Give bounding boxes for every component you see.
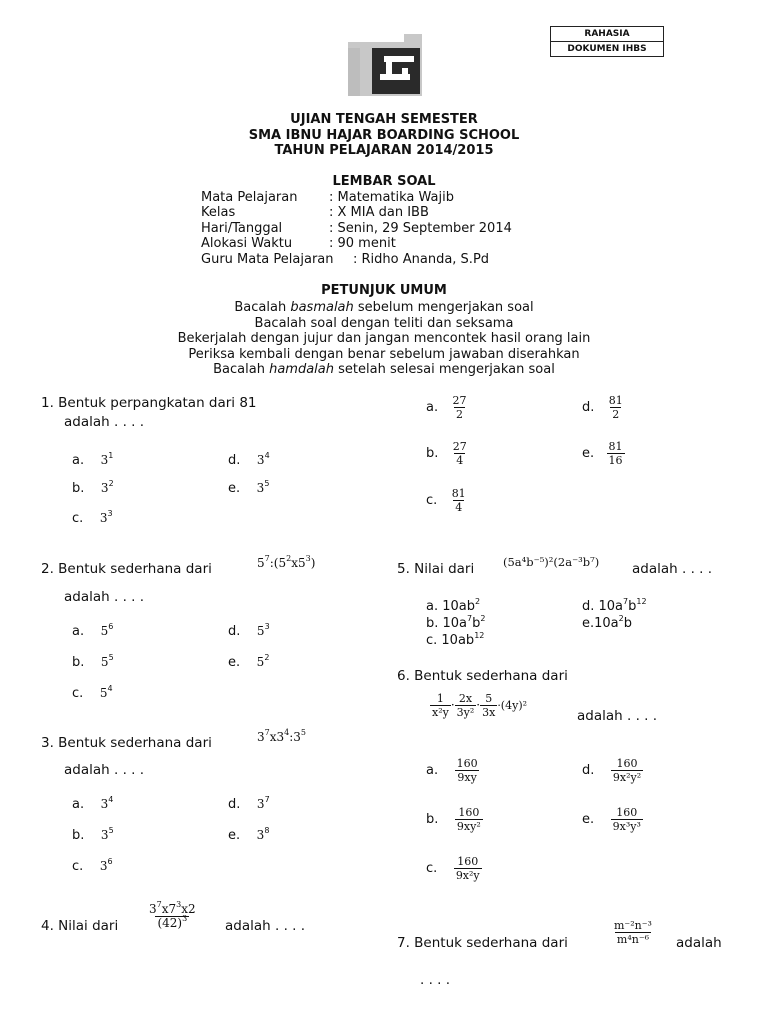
info-value: : 90 menit	[329, 236, 396, 251]
question-3-expression: $3^7x3^4:3^5$	[257, 728, 307, 744]
instruction-line: Bacalah hamdalah setelah selesai mengerjakan soal	[213, 362, 555, 377]
option-c[interactable]: c. $3^6$	[72, 857, 113, 874]
info-value: : Ridho Ananda, S.Pd	[353, 252, 490, 267]
option-d[interactable]: d. $\frac{160}{\text{9x²y²}}$	[582, 757, 642, 784]
question-5-cont: adalah . . . .	[632, 561, 713, 577]
info-label: Kelas	[201, 205, 236, 220]
question-7-expression: $\frac{\text{m⁻²n⁻³}}{\text{m⁴n⁻⁶}}$	[614, 919, 652, 946]
info-value: : X MIA dan IBB	[329, 205, 429, 220]
info-value: : Matematika Wajib	[329, 190, 454, 205]
academic-year: TAHUN PELAJARAN 2014/2015	[274, 143, 494, 158]
option-d[interactable]: d. $3^7$	[228, 795, 270, 812]
option-a[interactable]: a. $3^1$	[72, 451, 114, 468]
question-6: 6. Bentuk sederhana dari	[397, 668, 568, 684]
stamp-line-2: DOKUMEN IHBS	[551, 41, 663, 56]
option-b[interactable]: b. $5^5$	[72, 653, 114, 670]
instruction-line: Bacalah basmalah sebelum mengerjakan soal	[234, 300, 534, 315]
option-a[interactable]: a. $\frac{160}{9xy}$	[426, 757, 478, 784]
question-7-cont: adalah	[676, 935, 722, 951]
question-1: 1. Bentuk perpangkatan dari 81	[41, 395, 257, 411]
classification-stamp	[550, 26, 664, 57]
instruction-line: Bacalah soal dengan teliti dan seksama	[254, 316, 514, 331]
info-row	[201, 205, 429, 220]
option-c[interactable]: c. $\frac{81}{4}$	[426, 487, 466, 514]
option-a[interactable]: a. $\frac{27}{2}$	[426, 394, 467, 421]
option-e[interactable]: e. $3^5$	[228, 479, 270, 496]
question-4: 4. Nilai dari	[41, 918, 119, 934]
question-7: 7. Bentuk sederhana dari	[397, 935, 568, 951]
question-2-cont: adalah . . . .	[64, 589, 145, 605]
exam-title: UJIAN TENGAH SEMESTER	[290, 112, 478, 127]
option-c[interactable]: c. $3^3$	[72, 509, 113, 526]
option-c[interactable]: c. $10ab^{12}$	[426, 631, 485, 648]
question-6-expression: $\frac{1}{\text{x²y}}$ · $\frac{2x}{\text{3y²}}$ · $\frac{5}{3x}$ ·(4y)²	[432, 692, 528, 719]
option-a[interactable]: a. $10ab^2$	[426, 597, 481, 614]
question-4-cont: adalah . . . .	[225, 918, 306, 934]
option-e[interactable]: e. $\frac{160}{\text{9x³y³}}$	[582, 806, 641, 833]
option-b[interactable]: b. $\frac{160}{\text{9xy²}}$	[426, 806, 481, 833]
school-logo	[346, 34, 422, 96]
option-b[interactable]: b. $3^2$	[72, 479, 114, 496]
question-1-cont: adalah . . . .	[64, 414, 145, 430]
question-2-expression: $5^7:(5^2x5^3)$	[257, 554, 316, 570]
info-label: Guru Mata Pelajaran	[201, 252, 334, 267]
question-5-expression: (5a⁴b⁻⁵)²(2a⁻³b⁷)	[503, 555, 600, 569]
info-label: Alokasi Waktu	[201, 236, 293, 251]
option-d[interactable]: d. $10a^7b^{12}$	[582, 597, 647, 614]
instruction-line: Periksa kembali dengan benar sebelum jawaban diserahkan	[188, 347, 580, 362]
question-3: 3. Bentuk sederhana dari	[41, 735, 212, 751]
option-c[interactable]: c. $5^4$	[72, 684, 113, 701]
option-b[interactable]: b. $\frac{27}{4}$	[426, 440, 467, 467]
info-row	[201, 190, 454, 205]
info-label: Mata Pelajaran	[201, 190, 298, 205]
option-a[interactable]: a. $3^4$	[72, 795, 114, 812]
option-d[interactable]: d. $3^4$	[228, 451, 270, 468]
instructions-title: PETUNJUK UMUM	[321, 283, 447, 298]
school-name: SMA IBNU HAJAR BOARDING SCHOOL	[248, 128, 520, 143]
option-c[interactable]: c. $\frac{160}{\text{9x²y}}$	[426, 855, 480, 882]
question-2: 2. Bentuk sederhana dari	[41, 561, 212, 577]
info-row	[201, 221, 512, 236]
info-label: Hari/Tanggal	[201, 221, 283, 236]
question-3-cont: adalah . . . .	[64, 762, 145, 778]
option-d[interactable]: d. $\frac{81}{2}$	[582, 394, 623, 421]
option-e[interactable]: e. $\frac{81}{16}$	[582, 440, 623, 467]
option-a[interactable]: a. $5^6$	[72, 622, 114, 639]
instruction-line: Bekerjalah dengan jujur dan jangan mencontek hasil orang lain	[177, 331, 591, 346]
option-e[interactable]: e. $5^2$	[228, 653, 270, 670]
option-b[interactable]: b. $3^5$	[72, 826, 114, 843]
option-b[interactable]: b. $10a^7b^2$	[426, 614, 486, 631]
info-row	[201, 236, 396, 251]
info-row	[201, 252, 489, 267]
stamp-line-1: RAHASIA	[584, 29, 630, 39]
option-d[interactable]: d. $5^3$	[228, 622, 270, 639]
option-e[interactable]: $e.10a^2b$	[582, 614, 632, 631]
option-e[interactable]: e. $3^8$	[228, 826, 270, 843]
question-7-cont-2: . . . .	[420, 972, 451, 988]
question-5: 5. Nilai dari	[397, 561, 475, 577]
question-4-expression: $\frac{3^7x7^3x2}{(42)^3}$	[149, 900, 196, 930]
question-6-cont: adalah . . . .	[577, 708, 658, 724]
sheet-title: LEMBAR SOAL	[332, 174, 436, 189]
info-value: : Senin, 29 September 2014	[329, 221, 512, 236]
